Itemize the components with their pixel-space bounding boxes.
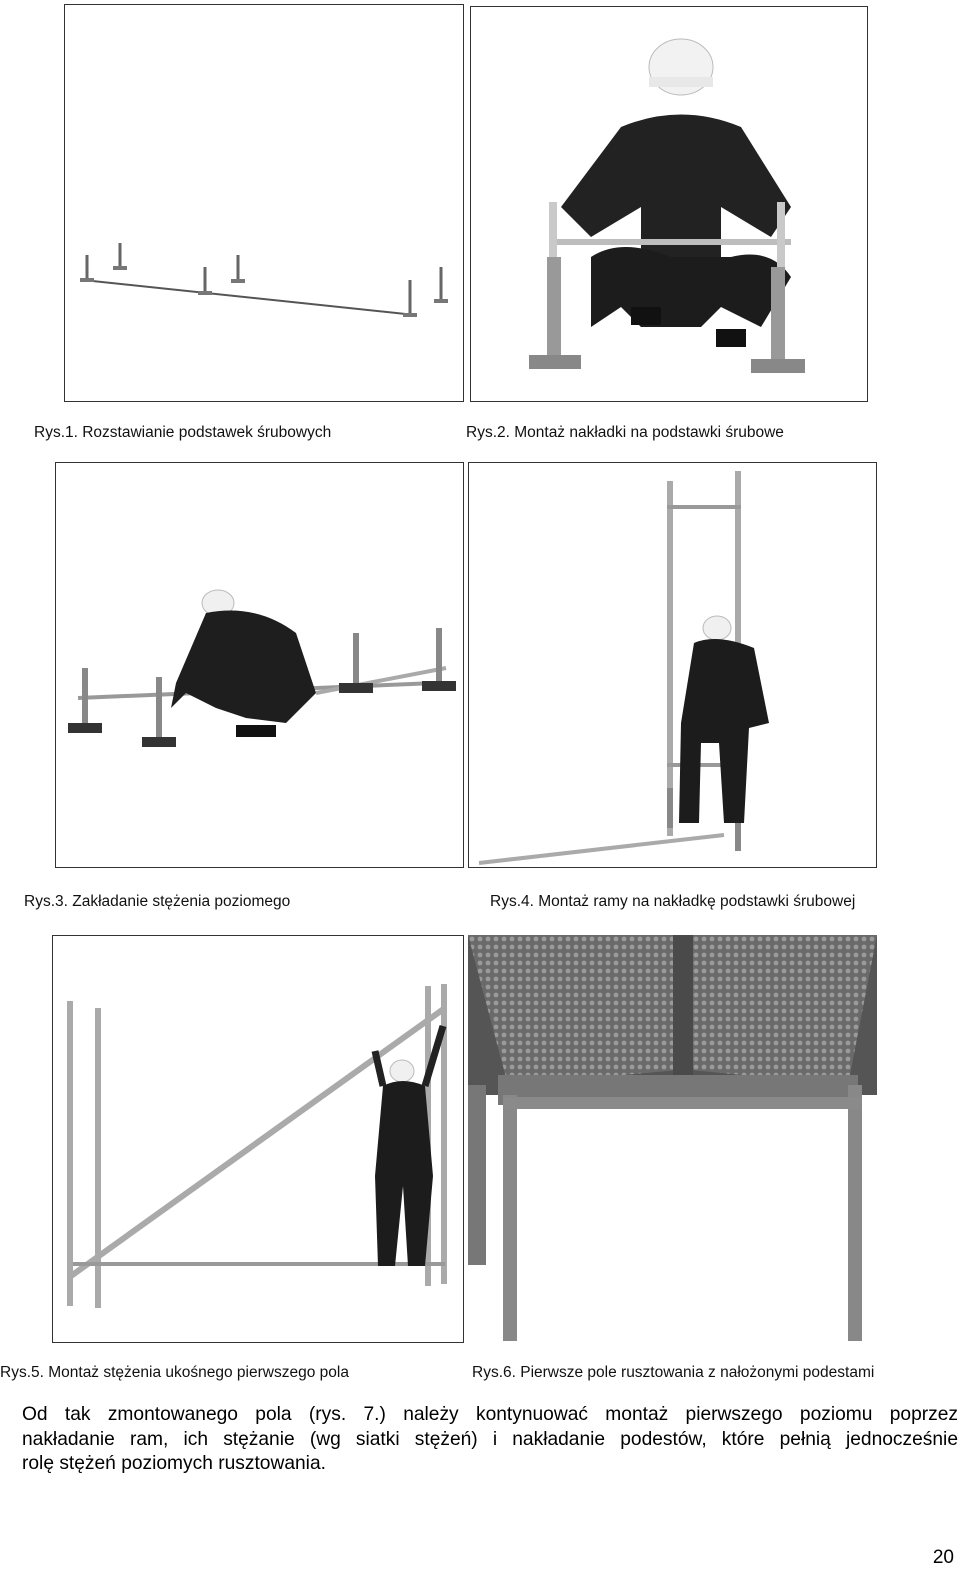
paragraph-line-2: nakładanie ram, ich stężanie (wg siatki stężeń) i nakładanie podestów, które pełnią jednocześnie: [22, 1428, 958, 1450]
worker-squatting-with-head-illustration: [471, 7, 867, 401]
caption-rys6: Rys.6. Pierwsze pole rusztowania z nałożonymi podestami: [472, 1364, 875, 1381]
diagonal-brace-illustration: [53, 936, 463, 1342]
figure-rys2: [470, 6, 868, 402]
paragraph-line-1: Od tak zmontowanego pola (rys. 7.) należy kontynuować montaż pierwszego poziomu poprzez: [22, 1404, 958, 1425]
horizontal-brace-illustration: [56, 463, 463, 867]
paragraph-line-3: rolę stężeń poziomych rusztowania.: [22, 1453, 326, 1474]
body-paragraph: [22, 1403, 958, 1477]
frame-mounting-illustration: [469, 463, 876, 867]
screw-jacks-illustration: [65, 5, 463, 401]
page-number: 20: [932, 1547, 954, 1568]
figure-rys6: [468, 935, 877, 1341]
figure-rys4: [468, 462, 877, 868]
caption-rys1: Rys.1. Rozstawianie podstawek śrubowych: [34, 424, 332, 441]
figure-rys1: [64, 4, 464, 402]
platforms-on-scaffold-illustration: [468, 935, 877, 1341]
caption-rys5: Rys.5. Montaż stężenia ukośnego pierwszego pola: [0, 1364, 349, 1381]
figure-rys5: [52, 935, 464, 1343]
figure-rys3: [55, 462, 464, 868]
caption-rys3: Rys.3. Zakładanie stężenia poziomego: [24, 893, 291, 910]
caption-rys4: Rys.4. Montaż ramy na nakładkę podstawki śrubowej: [490, 893, 856, 910]
caption-rys2: Rys.2. Montaż nakładki na podstawki śrubowe: [466, 424, 784, 441]
